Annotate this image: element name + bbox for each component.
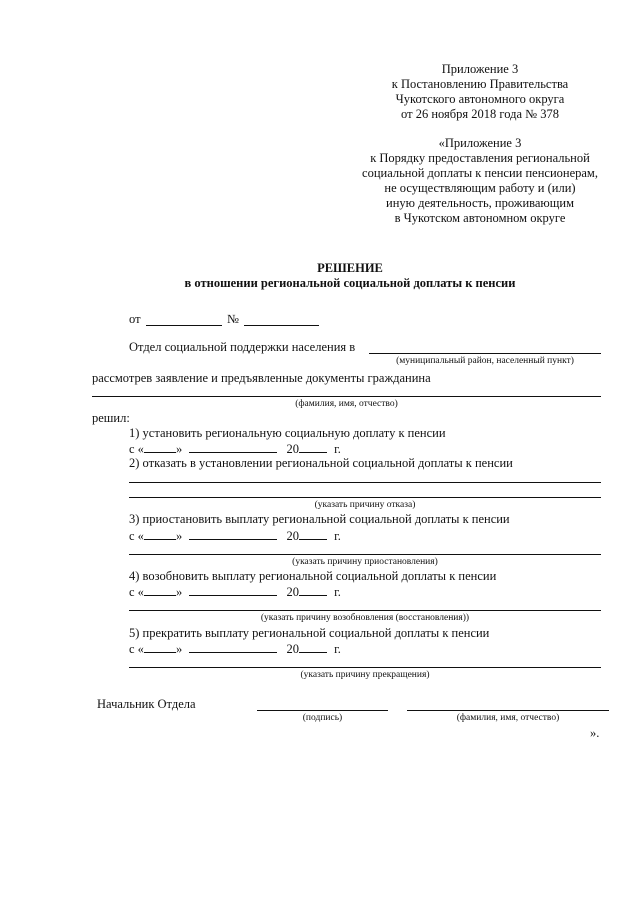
document-subtitle: в отношении региональной социальной доплаты к пенсии	[184, 276, 516, 290]
option-2-blank-1	[129, 482, 601, 483]
option-5-text: 5) прекратить выплату региональной социальной доплаты к пенсии	[129, 626, 490, 640]
number-label: №	[227, 312, 239, 326]
decided-label: решил:	[92, 411, 130, 425]
option-4-hint: (указать причину возобновления (восстановления))	[260, 613, 470, 623]
citizen-name-hint: (фамилия, имя, отчество)	[295, 399, 398, 409]
number-blank	[244, 325, 319, 326]
inner-appendix-line-1: «Приложение 3	[438, 136, 522, 150]
option-3-blank	[129, 554, 601, 555]
inner-appendix-line-3: социальной доплаты к пенсии пенсионерам,	[362, 166, 598, 180]
option-3-text: 3) приостановить выплату региональной социальной доплаты к пенсии	[129, 512, 510, 526]
department-label: Отдел социальной поддержки населения в	[129, 340, 356, 354]
option-3-hint: (указать причину приостановления)	[292, 557, 438, 567]
signature-blank	[257, 710, 388, 711]
document-title: РЕШЕНИЕ	[317, 261, 383, 275]
option-4-blank	[129, 610, 601, 611]
department-blank	[369, 353, 601, 354]
department-hint: (муниципальный район, населенный пункт)	[396, 356, 574, 366]
appendix-line-2: к Постановлению Правительства	[391, 77, 569, 91]
inner-appendix-line-2: к Порядку предоставления региональной	[370, 151, 590, 165]
inner-appendix-line-6: в Чукотском автономном округе	[394, 211, 566, 225]
inner-appendix-line-5: иную деятельность, проживающим	[386, 196, 574, 210]
option-2-hint: (указать причину отказа)	[314, 500, 416, 510]
closing-quote: ».	[590, 726, 600, 740]
appendix-line-1: Приложение 3	[441, 62, 519, 76]
option-5-hint: (указать причину прекращения)	[300, 670, 430, 680]
option-1-date: с « » 20 г.	[129, 442, 341, 456]
review-text: рассмотрев заявление и предъявленные документы гражданина	[92, 371, 431, 385]
date-from-label: от	[129, 312, 141, 326]
option-5-blank	[129, 667, 601, 668]
option-2-blank-2	[129, 497, 601, 498]
option-5-date: с « » 20 г.	[129, 642, 341, 656]
date-blank	[146, 325, 222, 326]
signer-name-blank	[407, 710, 609, 711]
appendix-line-4: от 26 ноября 2018 года № 378	[401, 107, 559, 121]
citizen-name-blank	[92, 396, 601, 397]
signature-hint: (подпись)	[302, 713, 343, 723]
option-1-text: 1) установить региональную социальную доплату к пенсии	[129, 426, 446, 440]
signer-position: Начальник Отдела	[97, 697, 196, 711]
inner-appendix-line-4: не осуществляющим работу и (или)	[384, 181, 576, 195]
option-2-text: 2) отказать в установлении региональной социальной доплаты к пенсии	[129, 456, 513, 470]
option-4-date: с « » 20 г.	[129, 585, 341, 599]
appendix-line-3: Чукотского автономного округа	[395, 92, 565, 106]
option-3-date: с « » 20 г.	[129, 529, 341, 543]
signer-name-hint: (фамилия, имя, отчество)	[456, 713, 560, 723]
option-4-text: 4) возобновить выплату региональной социальной доплаты к пенсии	[129, 569, 497, 583]
